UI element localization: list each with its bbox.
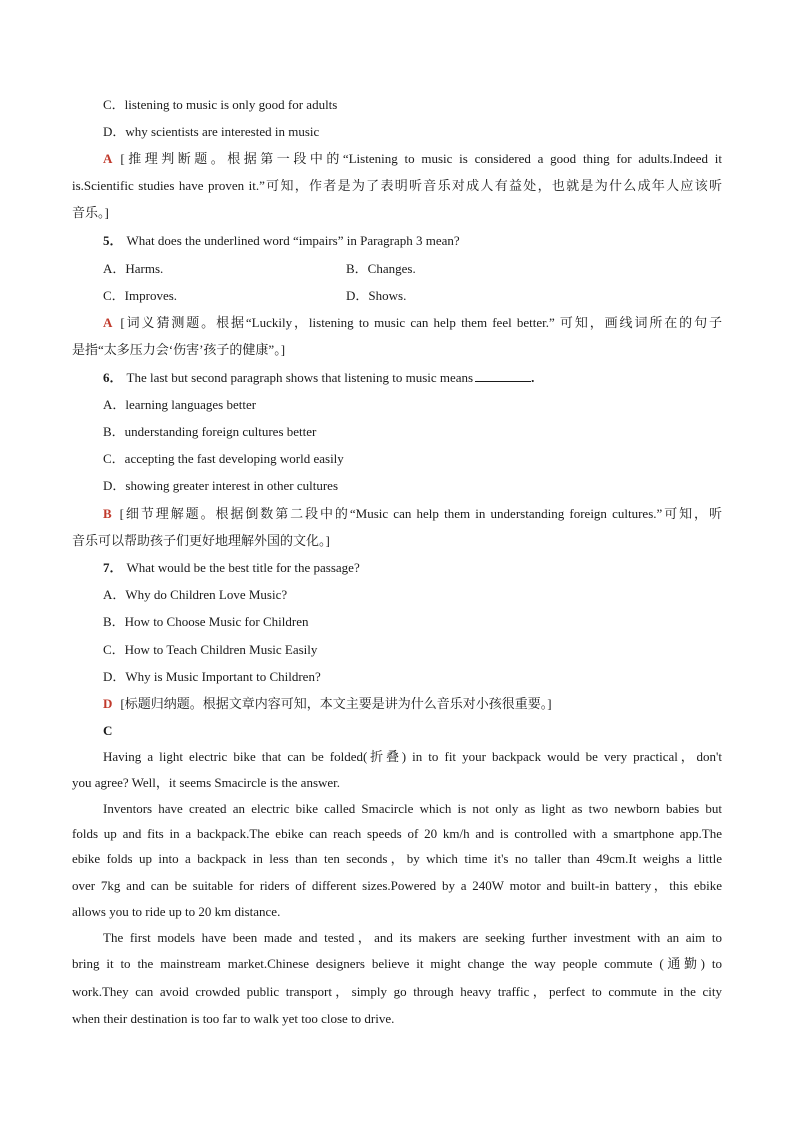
passage-p3-line-1: The first models have been made and tested，and its makers are seeking further investment with an aim to	[103, 930, 722, 945]
q6-option-d: D．showing greater interest in other cultures	[103, 478, 339, 493]
passage-p2-line-2: folds up and fits in a backpack.The ebike can reach speeds of 20 km/h and is controlled with a smartphone app.The	[72, 826, 722, 841]
answer-letter: B	[103, 506, 112, 521]
q6-option-c: C．accepting the fast developing world easily	[103, 451, 344, 466]
q7-option-c: C．How to Teach Children Music Easily	[103, 642, 318, 657]
answer-text: [标题归纳题。根据文章内容可知，本文主要是讲为什么音乐对小孩很重要。]	[120, 696, 552, 711]
q7-option-a: A．Why do Children Love Music?	[103, 587, 288, 602]
answer-text: [细节理解题。根据倒数第二段中的“Music can help them in understanding foreign cultures.”可知，听	[119, 506, 722, 521]
q4-answer-line-2: is.Scientific studies have proven it.”可知，作者是为了表明听音乐对成人有益处，也就是为什么成年人应该听	[72, 178, 722, 193]
passage-heading: C	[103, 723, 113, 738]
q5-option-c: C．Improves.	[103, 288, 178, 303]
q6-option-b: B．understanding foreign cultures better	[103, 424, 317, 439]
answer-text: [推理判断题。根据第一段中的“Listening to music is considered a good thing for adults.Indeed it	[120, 151, 722, 166]
passage-p2-line-1: Inventors have created an electric bike called Smacircle which is not only as light as two newborn babies but	[103, 801, 722, 816]
passage-p3-line-3: work.They can avoid crowded public transport，simply go through heavy traffic，perfect to commute in the city	[72, 984, 722, 999]
q4-answer-line-3: 音乐。]	[72, 205, 109, 220]
q5-option-b: B．Changes.	[346, 261, 416, 276]
answer-letter: A	[103, 315, 113, 330]
passage-p1-line-2: you agree? Well，it seems Smacircle is the answer.	[72, 775, 341, 790]
q7-answer	[103, 695, 552, 713]
passage-p3-line-4: when their destination is too far to walk yet too close to drive.	[72, 1011, 395, 1026]
question-end: .	[531, 370, 535, 385]
q6-stem	[103, 369, 534, 387]
q7-option-b: B．How to Choose Music for Children	[103, 614, 309, 629]
q7-stem	[103, 559, 360, 577]
answer-text: [词义猜测题。根据“Luckily，listening to music can help them feel better.” 可知，画线词所在的句子	[120, 315, 722, 330]
question-text: The last but second paragraph shows that listening to music means	[126, 370, 474, 385]
answer-letter: D	[103, 696, 113, 711]
q5-option-d: D．Shows.	[346, 288, 407, 303]
q4-option-d: D．why scientists are interested in music	[103, 124, 320, 139]
answer-blank	[475, 369, 531, 382]
q5-option-a: A．Harms.	[103, 261, 164, 276]
q6-answer-line-1	[103, 505, 722, 523]
q5-stem	[103, 232, 460, 250]
q6-option-a: A．learning languages better	[103, 397, 257, 412]
answer-letter: A	[103, 151, 113, 166]
question-text: What does the underlined word “impairs” in Paragraph 3 mean?	[126, 233, 460, 248]
question-number: 5．	[103, 233, 123, 248]
q4-answer-line-1	[103, 150, 722, 168]
passage-p2-line-4: over 7kg and can be suitable for riders of different sizes.Powered by a 240W motor and built-in battery，this ebike	[72, 878, 722, 893]
passage-p2-line-5: allows you to ride up to 20 km distance.	[72, 904, 281, 919]
q6-answer-line-2: 音乐可以帮助孩子们更好地理解外国的文化。]	[72, 533, 330, 548]
question-number: 6．	[103, 370, 123, 385]
q5-answer-line-1	[103, 314, 722, 332]
passage-p2-line-3: ebike folds up into a backpack in less than ten seconds，by which time it's no taller than 49cm.It weighs a little	[72, 851, 722, 866]
passage-p1-line-1: Having a light electric bike that can be folded(折叠) in to fit your backpack would be very practical，don't	[103, 749, 722, 764]
question-text: What would be the best title for the passage?	[126, 560, 360, 575]
q4-option-c: C．listening to music is only good for adults	[103, 97, 338, 112]
question-number: 7．	[103, 560, 123, 575]
passage-p3-line-2: bring it to the mainstream market.Chinese designers believe it might change the way people commute (通勤) to	[72, 956, 722, 971]
q5-answer-line-2: 是指“太多压力会‘伤害’孩子的健康”。]	[72, 342, 286, 357]
q7-option-d: D．Why is Music Important to Children?	[103, 669, 321, 684]
